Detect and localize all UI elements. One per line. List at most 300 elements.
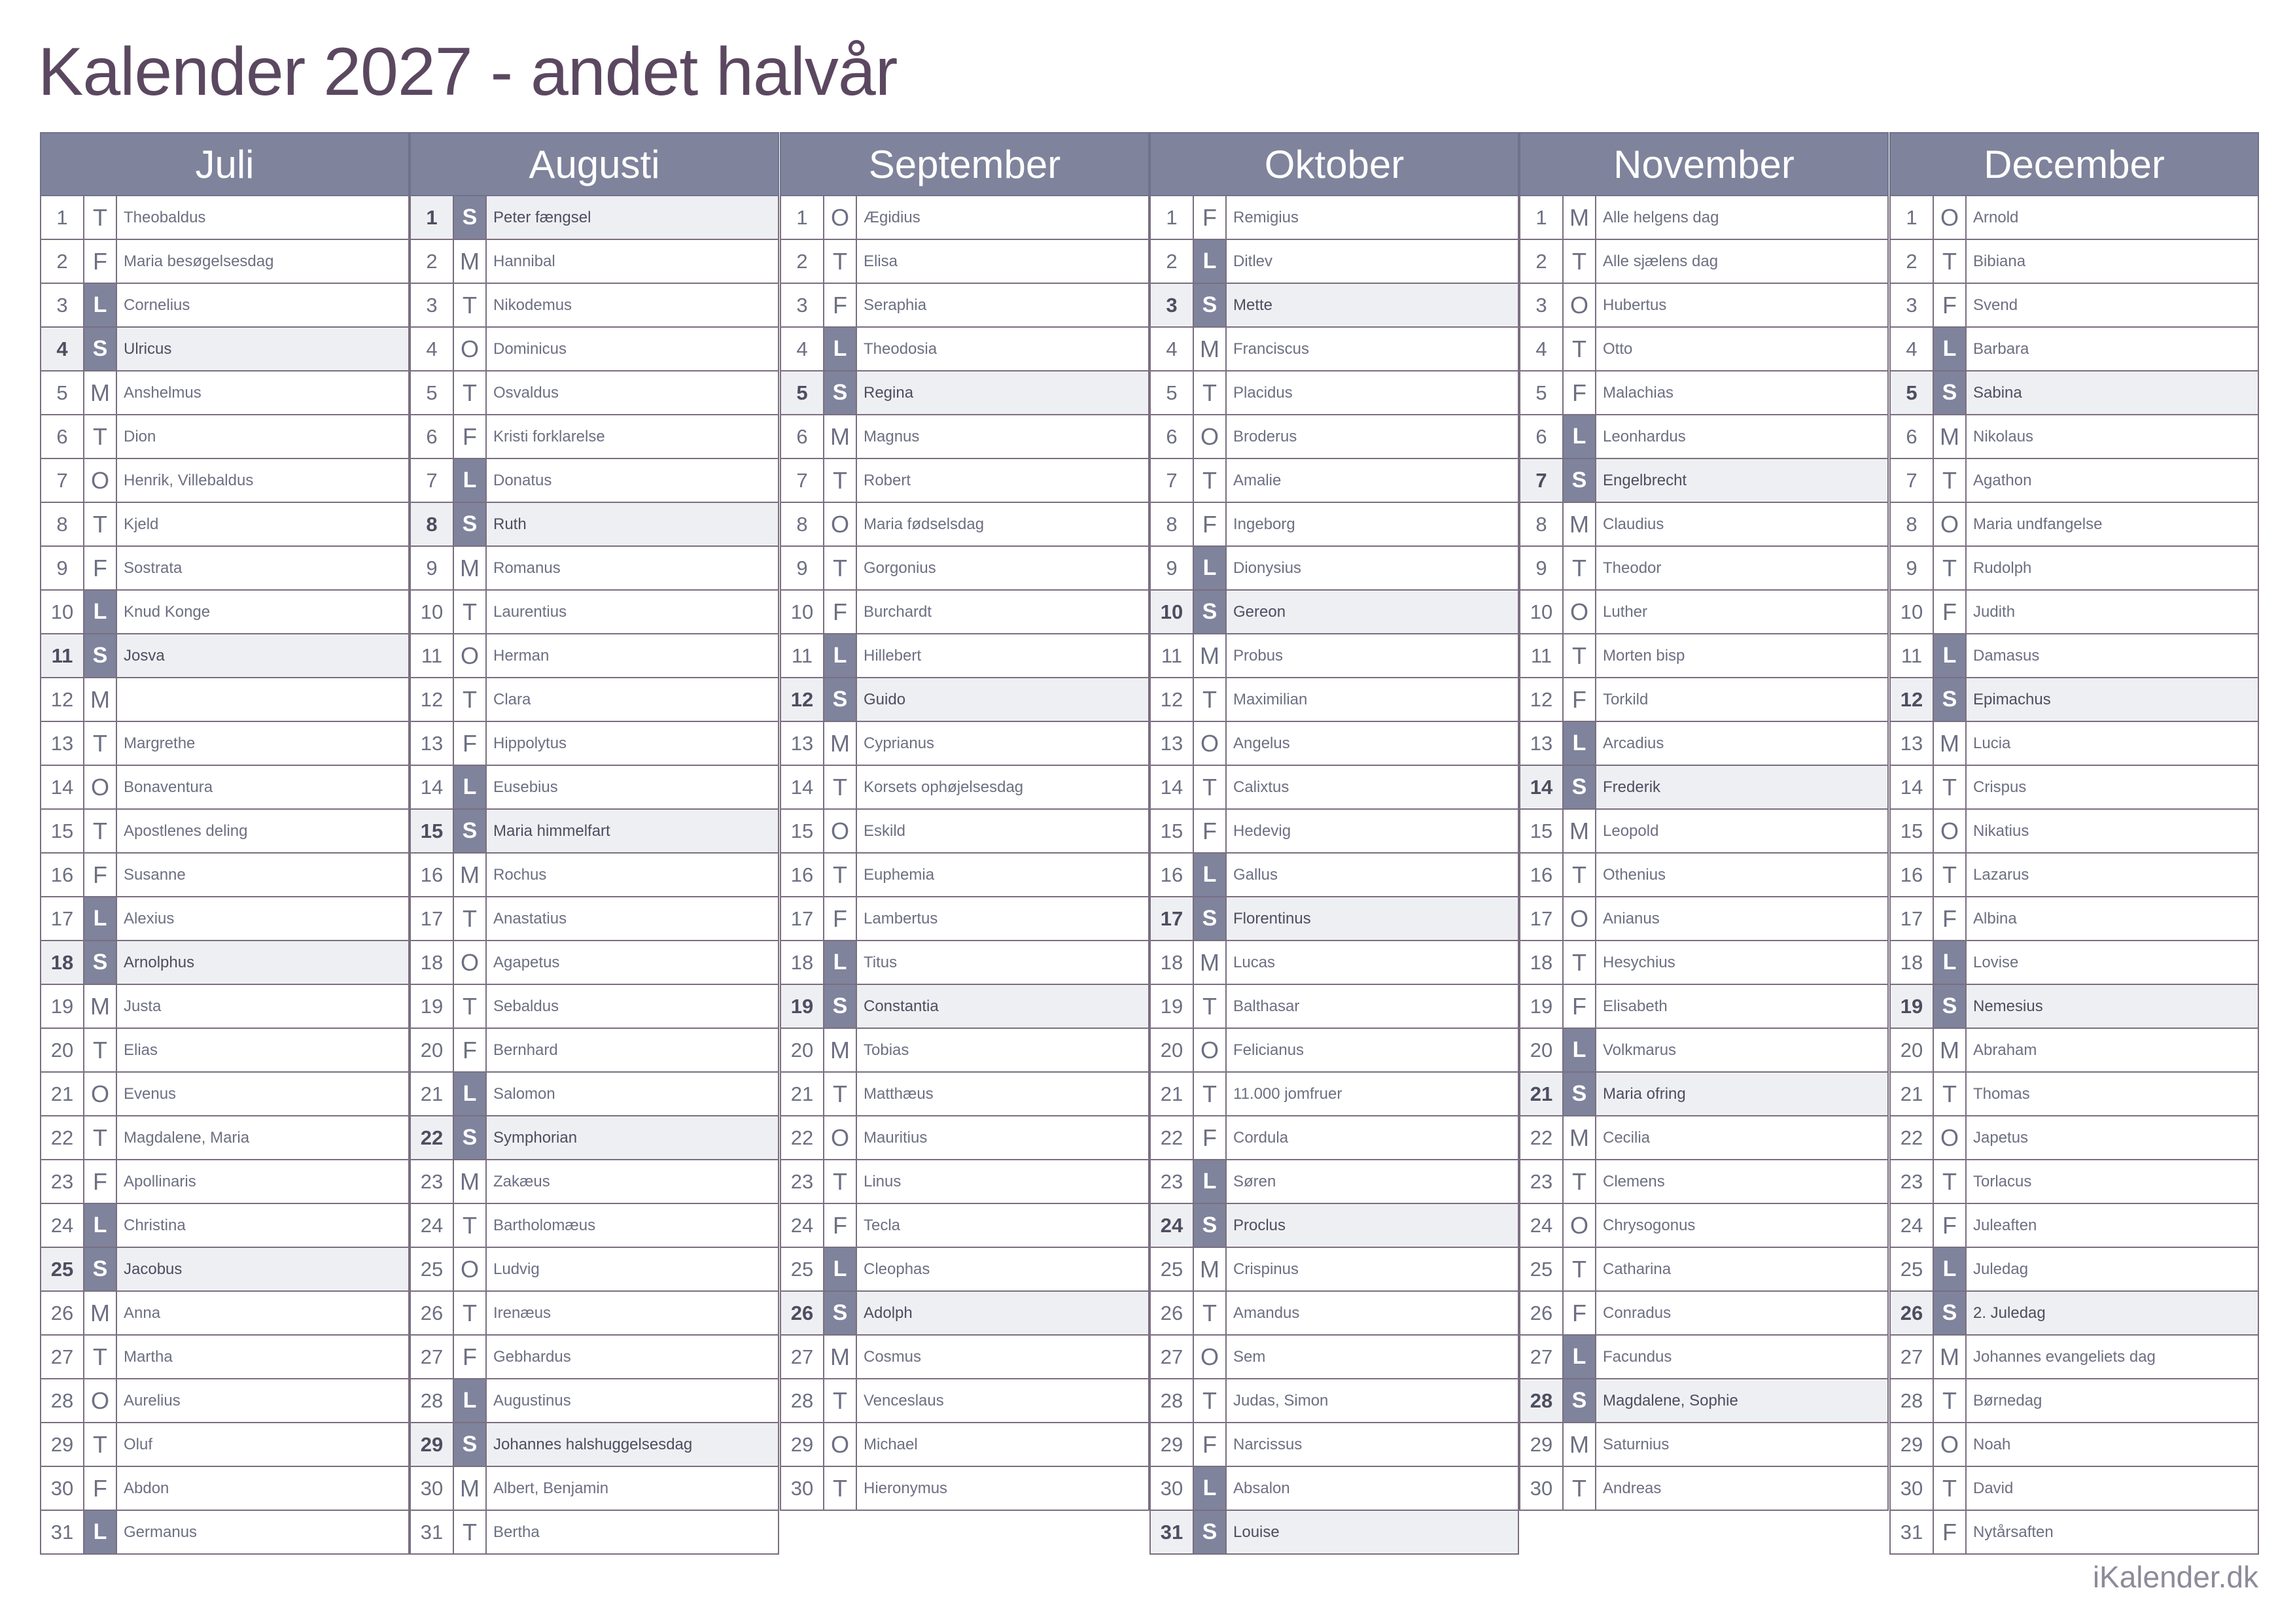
day-number: 21 (1151, 1073, 1194, 1115)
day-number: 4 (1520, 328, 1564, 370)
day-row (410, 284, 779, 328)
day-number: 1 (41, 196, 84, 239)
day-row (1889, 591, 2259, 634)
weekday-letter: S (1934, 371, 1967, 414)
name-day: Christina (124, 1216, 186, 1234)
name-day: Hedevig (1233, 821, 1291, 840)
weekday-letter: T (1934, 1467, 1967, 1510)
day-row (1149, 897, 1519, 941)
day-row (1519, 722, 1889, 766)
name-day: Svend (1973, 296, 2018, 314)
name-day: 11.000 jomfruer (1233, 1084, 1342, 1103)
day-row (410, 1029, 779, 1073)
day-number: 30 (411, 1467, 454, 1510)
name-day: Ulricus (124, 339, 172, 358)
name-day: Amalie (1233, 471, 1282, 489)
day-row (1149, 459, 1519, 503)
name-day: Judith (1973, 602, 2016, 621)
day-number: 10 (1891, 591, 1934, 633)
day-number: 27 (781, 1336, 824, 1378)
name-day: Aurelius (124, 1391, 181, 1409)
name-day: Clara (493, 690, 531, 708)
day-row (40, 240, 410, 284)
weekday-letter: T (454, 1204, 487, 1247)
name-day: Andreas (1603, 1479, 1662, 1497)
name-day: Zakæus (493, 1172, 550, 1190)
weekday-letter: M (84, 371, 117, 414)
day-number: 8 (1520, 503, 1564, 545)
day-row (1889, 1116, 2259, 1160)
weekday-letter: T (84, 1336, 117, 1378)
weekday-letter: O (1934, 810, 1967, 852)
day-row (1519, 1467, 1889, 1511)
day-row (40, 766, 410, 810)
day-number: 9 (1520, 547, 1564, 589)
name-day: Lovise (1973, 953, 2019, 971)
day-number: 28 (411, 1379, 454, 1422)
weekday-letter: T (1194, 1073, 1227, 1115)
day-row (410, 328, 779, 371)
day-number: 28 (1891, 1379, 1934, 1422)
day-row (1519, 1379, 1889, 1423)
weekday-letter: L (454, 1379, 487, 1422)
day-row (40, 1073, 410, 1116)
weekday-letter: M (84, 1292, 117, 1334)
day-number: 13 (1520, 722, 1564, 765)
name-day: Leopold (1603, 821, 1659, 840)
name-day: Ingeborg (1233, 515, 1295, 533)
day-row (410, 415, 779, 459)
day-number: 23 (411, 1160, 454, 1203)
name-day: Burchardt (864, 602, 932, 621)
name-day: Othenius (1603, 865, 1666, 884)
weekday-letter: M (824, 415, 857, 458)
day-number: 11 (1520, 634, 1564, 677)
day-number: 12 (1151, 678, 1194, 721)
day-number: 26 (411, 1292, 454, 1334)
weekday-letter: T (454, 1511, 487, 1553)
day-number: 10 (41, 591, 84, 633)
month-header: December (1889, 132, 2259, 196)
day-row (780, 634, 1149, 678)
day-number: 21 (411, 1073, 454, 1115)
day-number: 21 (781, 1073, 824, 1115)
name-day: Guido (864, 690, 906, 708)
day-number: 18 (1520, 941, 1564, 984)
day-number: 6 (411, 415, 454, 458)
weekday-letter: L (1934, 328, 1967, 370)
name-day: Venceslaus (864, 1391, 944, 1409)
weekday-letter: F (1194, 1423, 1227, 1466)
weekday-letter: F (84, 1160, 117, 1203)
day-number: 11 (1151, 634, 1194, 677)
weekday-letter: M (454, 854, 487, 896)
weekday-letter: T (1564, 1248, 1596, 1290)
name-day: Henrik, Villebaldus (124, 471, 254, 489)
weekday-letter: T (84, 196, 117, 239)
day-number: 31 (1891, 1511, 1934, 1553)
name-day: Herman (493, 646, 550, 665)
name-day: Justa (124, 997, 162, 1015)
day-row (1889, 722, 2259, 766)
day-number: 29 (411, 1423, 454, 1466)
day-row (780, 985, 1149, 1029)
day-number: 11 (41, 634, 84, 677)
weekday-letter: O (1934, 503, 1967, 545)
weekday-letter: M (454, 1467, 487, 1510)
weekday-letter: F (1194, 196, 1227, 239)
name-day: Maria besøgelsesdag (124, 252, 274, 270)
weekday-letter: T (824, 459, 857, 502)
day-row (1889, 459, 2259, 503)
day-number: 25 (1891, 1248, 1934, 1290)
weekday-letter: M (1564, 503, 1596, 545)
month-header: November (1519, 132, 1889, 196)
day-number: 16 (1891, 854, 1934, 896)
day-number: 2 (41, 240, 84, 283)
weekday-letter: L (1564, 722, 1596, 765)
day-row (410, 810, 779, 854)
name-day: Facundus (1603, 1347, 1672, 1366)
day-number: 7 (1520, 459, 1564, 502)
day-row (40, 1029, 410, 1073)
weekday-letter: S (84, 941, 117, 984)
name-day: Sebaldus (493, 997, 559, 1015)
day-number: 5 (41, 371, 84, 414)
weekday-letter: T (454, 371, 487, 414)
name-day: Børnedag (1973, 1391, 2042, 1409)
weekday-letter: M (1194, 634, 1227, 677)
weekday-letter: O (1194, 415, 1227, 458)
name-day: Hannibal (493, 252, 555, 270)
day-row (1149, 722, 1519, 766)
day-number: 31 (41, 1511, 84, 1553)
day-number: 21 (1520, 1073, 1564, 1115)
day-number: 10 (1520, 591, 1564, 633)
name-day: Korsets ophøjelsesdag (864, 778, 1024, 796)
weekday-letter: O (1194, 1336, 1227, 1378)
name-day: Magdalene, Maria (124, 1128, 250, 1147)
day-number: 23 (1891, 1160, 1934, 1203)
weekday-letter: L (454, 766, 487, 808)
weekday-letter: L (824, 941, 857, 984)
day-number: 18 (411, 941, 454, 984)
name-day: Albina (1973, 909, 2017, 927)
day-number: 28 (781, 1379, 824, 1422)
day-number: 8 (41, 503, 84, 545)
day-number: 11 (781, 634, 824, 677)
weekday-letter: T (1564, 328, 1596, 370)
weekday-letter: M (84, 985, 117, 1028)
weekday-letter: M (1934, 1336, 1967, 1378)
name-day: Augustinus (493, 1391, 571, 1409)
weekday-letter: S (1564, 459, 1596, 502)
day-number: 22 (411, 1116, 454, 1159)
day-row (1889, 196, 2259, 240)
day-row (1149, 1073, 1519, 1116)
name-day: Michael (864, 1435, 918, 1453)
weekday-letter: T (1934, 459, 1967, 502)
name-day: Leonhardus (1603, 427, 1686, 445)
day-number: 3 (1520, 284, 1564, 326)
day-row (780, 459, 1149, 503)
name-day: Dion (124, 427, 156, 445)
day-row (1149, 328, 1519, 371)
day-row (1149, 547, 1519, 591)
day-number: 25 (41, 1248, 84, 1290)
name-day: Salomon (493, 1084, 555, 1103)
name-day: Broderus (1233, 427, 1297, 445)
month-column (1149, 132, 1519, 1555)
weekday-letter: L (1564, 1029, 1596, 1071)
day-number: 2 (411, 240, 454, 283)
day-number: 15 (41, 810, 84, 852)
weekday-letter: O (824, 1116, 857, 1159)
day-row (1889, 1248, 2259, 1292)
day-row (1519, 1423, 1889, 1467)
day-row (410, 591, 779, 634)
day-row (1149, 1116, 1519, 1160)
day-row (410, 503, 779, 547)
day-row (1149, 591, 1519, 634)
day-row (40, 1467, 410, 1511)
weekday-letter: L (1564, 415, 1596, 458)
name-day: Torlacus (1973, 1172, 2032, 1190)
weekday-letter: O (84, 1073, 117, 1115)
day-number: 19 (1891, 985, 1934, 1028)
day-row (1519, 547, 1889, 591)
day-row (410, 459, 779, 503)
weekday-letter: M (1194, 328, 1227, 370)
weekday-letter: M (1564, 1116, 1596, 1159)
day-number: 17 (1151, 897, 1194, 940)
name-day: Damasus (1973, 646, 2040, 665)
name-day: Nytårsaften (1973, 1523, 2054, 1541)
day-row (1149, 196, 1519, 240)
day-row (1519, 897, 1889, 941)
weekday-letter: T (1194, 985, 1227, 1028)
weekday-letter: T (1564, 547, 1596, 589)
weekday-letter: S (824, 1292, 857, 1334)
day-row (1519, 1029, 1889, 1073)
day-number: 28 (41, 1379, 84, 1422)
day-number: 15 (1151, 810, 1194, 852)
day-number: 23 (1520, 1160, 1564, 1203)
day-number: 23 (781, 1160, 824, 1203)
day-number: 1 (1520, 196, 1564, 239)
day-number: 13 (781, 722, 824, 765)
name-day: Lucas (1233, 953, 1276, 971)
name-day: Probus (1233, 646, 1284, 665)
name-day: Symphorian (493, 1128, 578, 1147)
name-day: Laurentius (493, 602, 567, 621)
weekday-letter: M (454, 547, 487, 589)
name-day: Bartholomæus (493, 1216, 596, 1234)
day-row (1519, 371, 1889, 415)
day-number: 12 (41, 678, 84, 721)
day-number: 2 (781, 240, 824, 283)
day-row (780, 503, 1149, 547)
day-row (40, 941, 410, 985)
weekday-letter: T (454, 897, 487, 940)
day-number: 18 (1151, 941, 1194, 984)
day-number: 14 (1520, 766, 1564, 808)
name-day: Volkmarus (1603, 1041, 1677, 1059)
weekday-letter: O (454, 1248, 487, 1290)
weekday-letter: L (84, 897, 117, 940)
day-row (1149, 1467, 1519, 1511)
day-row (1519, 985, 1889, 1029)
weekday-letter: S (1564, 1073, 1596, 1115)
day-number: 2 (1520, 240, 1564, 283)
name-day: Seraphia (864, 296, 927, 314)
weekday-letter: T (454, 985, 487, 1028)
name-day: Magdalene, Sophie (1603, 1391, 1738, 1409)
name-day: Juledag (1973, 1260, 2029, 1278)
name-day: Sem (1233, 1347, 1266, 1366)
day-number: 30 (1520, 1467, 1564, 1510)
name-day: Judas, Simon (1233, 1391, 1329, 1409)
day-row (780, 547, 1149, 591)
day-number: 6 (1151, 415, 1194, 458)
month-column (1889, 132, 2259, 1555)
weekday-letter: S (1934, 1292, 1967, 1334)
day-number: 17 (1520, 897, 1564, 940)
weekday-letter: F (1564, 371, 1596, 414)
weekday-letter: L (1194, 1160, 1227, 1203)
name-day: Malachias (1603, 383, 1674, 402)
weekday-letter: T (454, 284, 487, 326)
day-row (1149, 678, 1519, 722)
name-day: Sostrata (124, 559, 183, 577)
weekday-letter: M (454, 1160, 487, 1203)
weekday-letter: S (454, 196, 487, 239)
weekday-letter: L (84, 284, 117, 326)
weekday-letter: L (1194, 547, 1227, 589)
weekday-letter: O (1934, 1423, 1967, 1466)
day-row (1519, 1073, 1889, 1116)
weekday-letter: S (454, 503, 487, 545)
weekday-letter: F (454, 722, 487, 765)
day-row (780, 1379, 1149, 1423)
day-row (410, 196, 779, 240)
weekday-letter: T (84, 722, 117, 765)
day-number: 5 (411, 371, 454, 414)
weekday-letter: T (1194, 459, 1227, 502)
day-row (780, 1467, 1149, 1511)
name-day: Donatus (493, 471, 552, 489)
day-number: 2 (1151, 240, 1194, 283)
day-number: 18 (41, 941, 84, 984)
day-number: 20 (1151, 1029, 1194, 1071)
day-number: 5 (781, 371, 824, 414)
name-day: Rudolph (1973, 559, 2032, 577)
day-number: 9 (781, 547, 824, 589)
day-number: 19 (1520, 985, 1564, 1028)
name-day: 2. Juledag (1973, 1304, 2046, 1322)
weekday-letter: T (1934, 1379, 1967, 1422)
day-row (1149, 1292, 1519, 1336)
weekday-letter: S (1194, 591, 1227, 633)
name-day: Epimachus (1973, 690, 2051, 708)
day-number: 16 (411, 854, 454, 896)
day-row (1889, 371, 2259, 415)
weekday-letter: T (1194, 766, 1227, 808)
weekday-letter: F (1934, 1204, 1967, 1247)
weekday-letter: T (824, 547, 857, 589)
weekday-letter: F (84, 547, 117, 589)
month-header: Oktober (1149, 132, 1519, 196)
name-day: Lazarus (1973, 865, 2029, 884)
day-number: 8 (1891, 503, 1934, 545)
weekday-letter: M (824, 722, 857, 765)
day-row (410, 371, 779, 415)
day-row (780, 854, 1149, 897)
day-number: 29 (781, 1423, 824, 1466)
weekday-letter: L (1934, 941, 1967, 984)
name-day: Kjeld (124, 515, 159, 533)
name-day: Anastatius (493, 909, 567, 927)
name-day: Apostlenes deling (124, 821, 248, 840)
day-row (410, 722, 779, 766)
day-number: 21 (41, 1073, 84, 1115)
day-number: 15 (411, 810, 454, 852)
name-day: Jacobus (124, 1260, 183, 1278)
weekday-letter: O (1564, 897, 1596, 940)
day-number: 23 (1151, 1160, 1194, 1203)
name-day: Proclus (1233, 1216, 1286, 1234)
day-row (1889, 810, 2259, 854)
weekday-letter: O (1564, 1204, 1596, 1247)
name-day: Calixtus (1233, 778, 1289, 796)
day-row (410, 1292, 779, 1336)
day-number: 29 (1520, 1423, 1564, 1466)
name-day: Martha (124, 1347, 173, 1366)
weekday-letter: F (1194, 503, 1227, 545)
day-number: 24 (411, 1204, 454, 1247)
day-number: 10 (1151, 591, 1194, 633)
name-day: Irenæus (493, 1304, 552, 1322)
name-day: Magnus (864, 427, 920, 445)
name-day: Eskild (864, 821, 906, 840)
day-row (780, 196, 1149, 240)
name-day: Hieronymus (864, 1479, 948, 1497)
day-row (40, 547, 410, 591)
weekday-letter: L (824, 328, 857, 370)
day-row (410, 897, 779, 941)
month-column (410, 132, 779, 1555)
day-number: 27 (1520, 1336, 1564, 1378)
month-column (780, 132, 1149, 1511)
weekday-letter: S (824, 371, 857, 414)
day-row (780, 941, 1149, 985)
name-day: Balthasar (1233, 997, 1300, 1015)
weekday-letter: L (1934, 634, 1967, 677)
name-day: Chrysogonus (1603, 1216, 1696, 1234)
day-number: 29 (1891, 1423, 1934, 1466)
name-day: Agapetus (493, 953, 560, 971)
weekday-letter: T (84, 503, 117, 545)
name-day: Dionysius (1233, 559, 1302, 577)
name-day: Morten bisp (1603, 646, 1685, 665)
day-number: 30 (781, 1467, 824, 1510)
weekday-letter: O (84, 766, 117, 808)
day-row (40, 854, 410, 897)
day-row (40, 1160, 410, 1204)
weekday-letter: L (1194, 240, 1227, 283)
name-day: Juleaften (1973, 1216, 2037, 1234)
weekday-letter: M (1564, 1423, 1596, 1466)
